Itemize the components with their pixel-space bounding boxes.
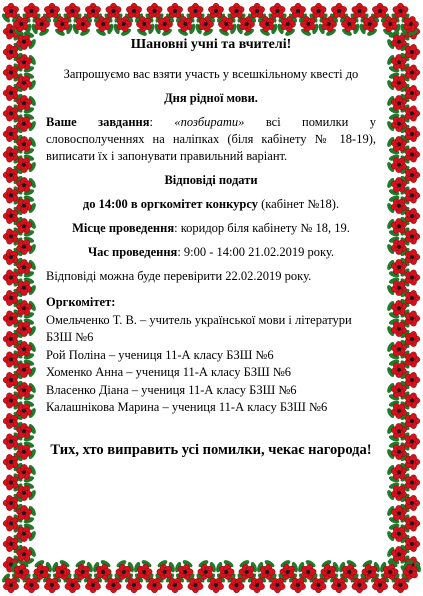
committee-member: Калашнікова Марина – учениця 11-А класу БЗШ №6 [46, 400, 328, 414]
venue-line [46, 220, 376, 237]
committee-member: Омельченко Т. В. – учитель української мови і літератури БЗШ №6 [46, 312, 352, 344]
time-label: Час проведення [87, 245, 178, 259]
task-label: Ваше завдання [46, 115, 150, 129]
submit-room: (кабінет №18). [258, 197, 340, 211]
invitation-text: Запрошуємо вас взяти участь у всешкільному квесті до [63, 67, 359, 81]
event-name: Дня рідної мови. [164, 91, 258, 105]
closing-message: Тих, хто виправить усі помилки, чекає нагорода! [50, 441, 372, 458]
submit-details [46, 196, 376, 213]
committee-member: Власенко Діана – учениця 11-А класу БЗШ №6 [46, 382, 297, 397]
task-verb: «позбирати» [174, 115, 245, 129]
task-description: всі помилки у словосполученнях на наліпках (біля кабінету № 18-19), виписати їх і запонувати правильний варіант. [46, 115, 376, 163]
time-value: : 9:00 - 14:00 21.02.2019 року. [177, 245, 335, 259]
check-note: Відповіді можна буде перевірити 22.02.2019 року. [46, 269, 312, 283]
time-line [46, 244, 376, 261]
committee-section [46, 294, 376, 417]
committee-member: Рой Поліна – учениця 11-А класу БЗШ №6 [46, 347, 274, 362]
task-colon: : [149, 115, 154, 129]
venue-value: : коридор біля кабінету № 18, 19. [174, 221, 350, 235]
greeting-title: Шановні учні та вчителі! [130, 37, 292, 52]
announcement-body [46, 36, 376, 461]
task-paragraph [46, 114, 376, 165]
submit-deadline: до 14:00 в оргкомітет конкурсу [82, 197, 258, 211]
committee-member: Хоменко Анна – учениця 11-А класу БЗШ №6 [46, 365, 292, 379]
committee-heading: Оргкомітет: [46, 295, 116, 309]
submit-heading: Відповіді подати [164, 173, 258, 187]
venue-label: Місце проведення [72, 221, 175, 235]
